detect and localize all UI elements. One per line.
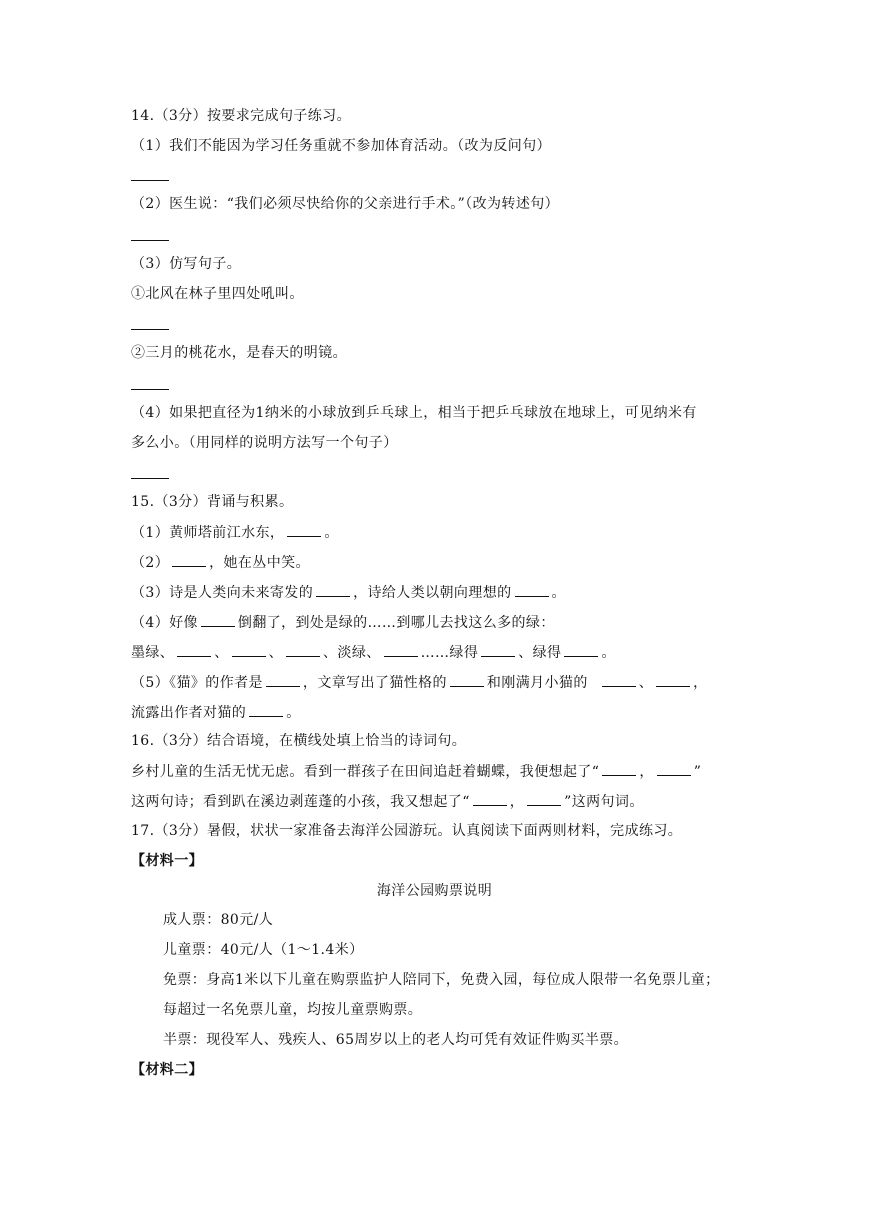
q15-line-5: 墨绿、 、 、 、淡绿、 ……绿得 、绿得 。 (131, 642, 616, 663)
q15-line-4: （4）好像 倒翻了，到处是绿的……到哪儿去找这么多的绿： (131, 612, 555, 633)
blank[interactable] (657, 761, 691, 776)
q14-item-4-cont: 多么小。（用同样的说明方法写一个句子） (131, 435, 398, 451)
blank[interactable] (450, 672, 484, 687)
blank[interactable] (602, 672, 636, 687)
q15-heading: 15.（3分）背诵与积累。 (131, 494, 294, 510)
blank[interactable] (287, 522, 321, 537)
blank[interactable] (172, 552, 206, 567)
answer-line[interactable] (131, 389, 169, 390)
blank[interactable] (481, 642, 515, 657)
child-ticket: 儿童票：40元/人（1～1.4米） (163, 942, 364, 958)
q16-line-1: 乡村儿童的生活无忧无虑。看到一群孩子在田间追赶着蝴蝶，我便想起了“ ， ” (131, 761, 701, 782)
q15-line-1: （1）黄师塔前江水东， 。 (131, 522, 339, 543)
q14-item-3a: ①北风在林子里四处吼叫。 (131, 286, 304, 302)
q14-item-3: （3）仿写句子。 (131, 256, 242, 272)
q15-line-6: （5）《猫》的作者是 ，文章写出了猫性格的 和刚满月小猫的 、 ， (131, 672, 708, 693)
blank[interactable] (564, 642, 598, 657)
blank[interactable] (266, 672, 300, 687)
q14-item-4: （4）如果把直径为1纳米的小球放到乒乓球上，相当于把乒乓球放在地球上，可见纳米有 (131, 405, 697, 421)
q15-line-3: （3）诗是人类向未来寄发的 ，诗给人类以朝向理想的 。 (131, 582, 566, 603)
q15-line-2: （2） ，她在丛中笑。 (131, 552, 310, 573)
blank[interactable] (384, 642, 418, 657)
q16-line-2: 这两句诗；看到趴在溪边剥莲蓬的小孩，我又想起了“ ， ”这两句词。 (131, 791, 644, 812)
answer-line[interactable] (131, 180, 169, 181)
answer-line[interactable] (131, 329, 169, 330)
blank[interactable] (602, 761, 636, 776)
blank[interactable] (515, 582, 549, 597)
blank[interactable] (201, 612, 235, 627)
q14-item-3b: ②三月的桃花水，是春天的明镜。 (131, 345, 347, 361)
blank[interactable] (232, 642, 266, 657)
blank[interactable] (286, 642, 320, 657)
half-ticket: 半票：现役军人、残疾人、65周岁以上的老人均可凭有效证件购买半票。 (163, 1032, 629, 1048)
q17-heading: 17.（3分）暑假，状状一家准备去海洋公园游玩。认真阅读下面两则材料，完成练习。 (131, 823, 683, 839)
free-ticket: 免票：身高1米以下儿童在购票监护人陪同下，免费入园，每位成人限带一名免票儿童； (163, 972, 720, 988)
material-two-label: 【材料二】 (131, 1062, 203, 1078)
blank[interactable] (527, 791, 561, 806)
blank[interactable] (473, 791, 507, 806)
blank[interactable] (656, 672, 690, 687)
free-ticket-cont: 每超过一名免票儿童，均按儿童票购票。 (163, 1002, 423, 1018)
material-one-label: 【材料一】 (131, 853, 203, 869)
q16-heading: 16.（3分）结合语境，在横线处填上恰当的诗词句。 (131, 733, 467, 749)
blank[interactable] (177, 642, 211, 657)
blank[interactable] (249, 702, 283, 717)
blank[interactable] (316, 582, 350, 597)
answer-line[interactable] (131, 478, 169, 479)
q14-heading: 14.（3分）按要求完成句子练习。 (131, 108, 351, 124)
q14-item-1: （1）我们不能因为学习任务重就不参加体育活动。（改为反问句） (131, 138, 551, 154)
q15-line-7: 流露出作者对猫的 。 (131, 702, 301, 723)
answer-line[interactable] (131, 240, 169, 241)
q14-item-2: （2）医生说：“我们必须尽快给你的父亲进行手术。”（改为转述句） (131, 196, 560, 212)
adult-ticket: 成人票：80元/人 (163, 912, 274, 928)
material-title: 海洋公园购票说明 (376, 883, 493, 899)
